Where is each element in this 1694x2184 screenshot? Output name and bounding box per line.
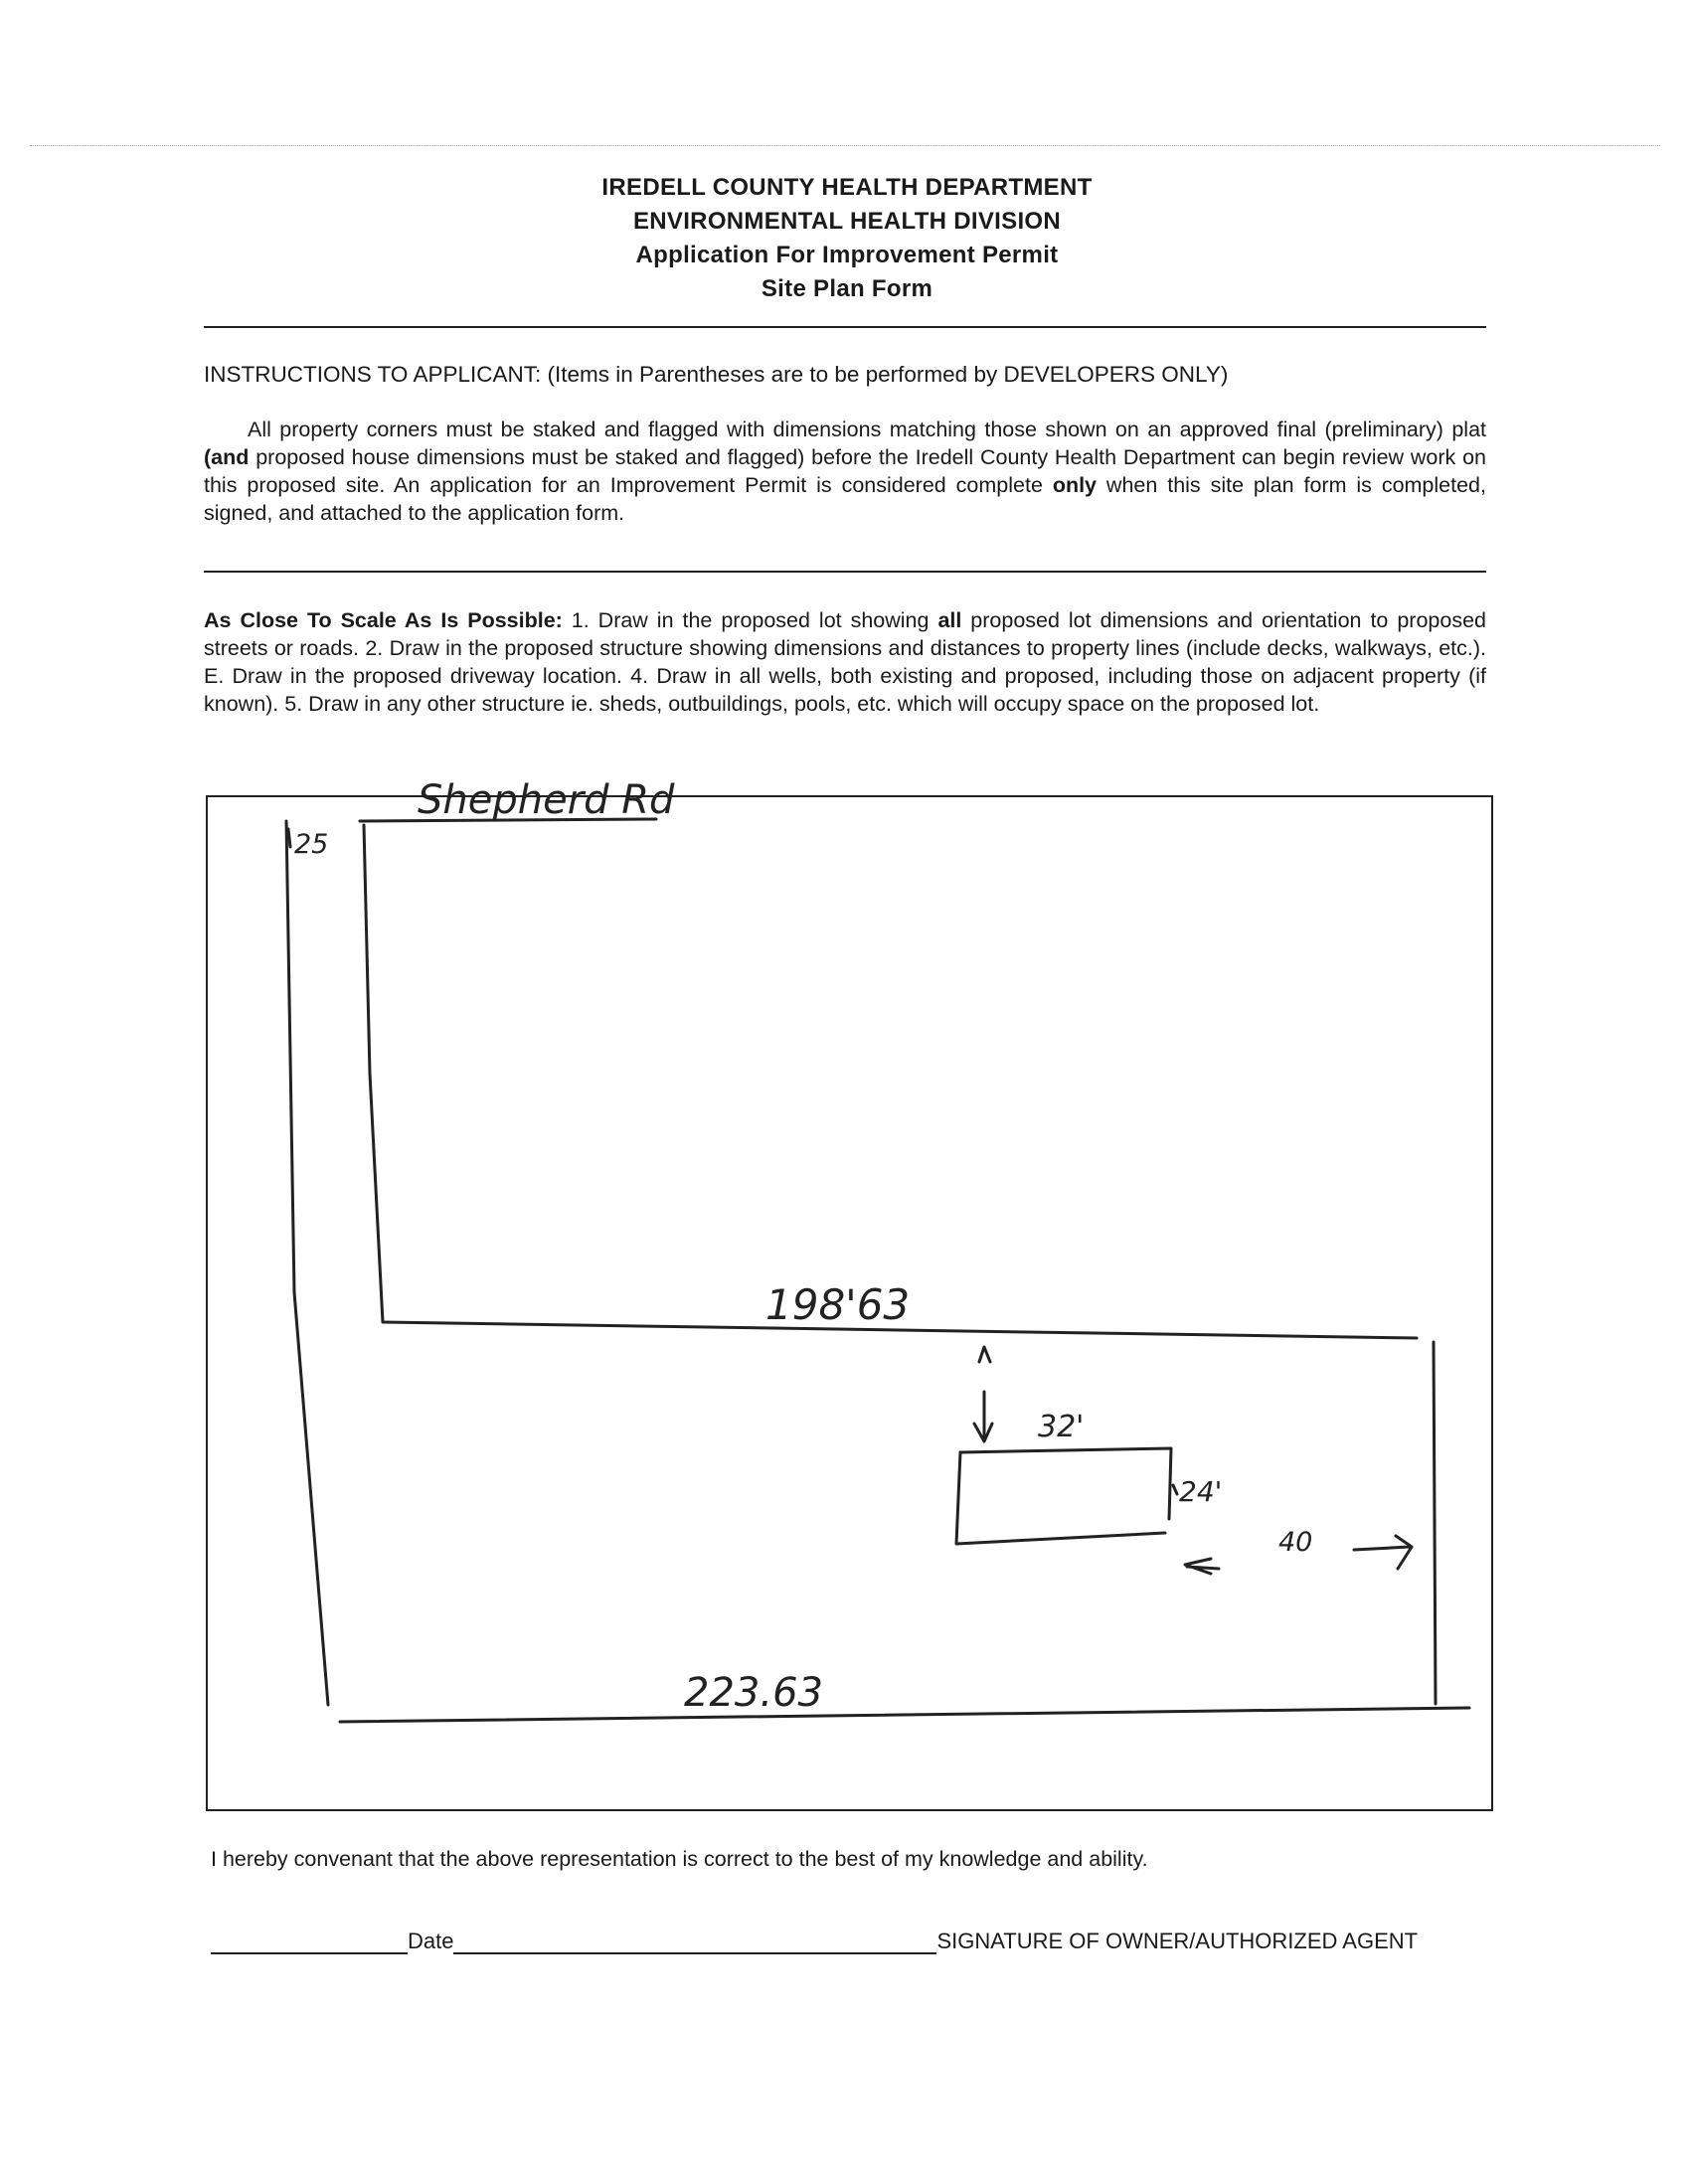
house-width-dimension: 32' — [1038, 1410, 1085, 1444]
frontage-dimension: 25 — [294, 829, 329, 860]
house-depth-dimension: 24' — [1179, 1475, 1223, 1508]
scale-text-2: proposed lot dimensions and orientation to proposed streets or roads. 2. Draw in the proposed structure showing dimensions and distances to property lines (include decks, walkways, etc.). E. Draw in the proposed driveway location. 4. Draw in all wells, both existing and proposed, including those on adjacent property (if known). 5. Draw in any other structure ie. sheds, outbuildings, pools, etc. which will occupy space on the proposed lot. — [204, 608, 1486, 716]
road-name: Shepherd Rd — [418, 777, 675, 823]
instructions-heading: INSTRUCTIONS TO APPLICANT: (Items in Parentheses are to be performed by DEVELOPERS ONLY) — [204, 362, 1229, 387]
instructions-and: (and — [204, 445, 250, 469]
instructions-text-c: when this site plan form is completed, signed, and attached to the application form. — [204, 473, 1486, 525]
header-division: ENVIRONMENTAL HEALTH DIVISION — [632, 208, 1062, 235]
header-department: IREDELL COUNTY HEALTH DEPARTMENT — [601, 174, 1093, 201]
scale-instructions — [204, 606, 1486, 718]
top-lot-dimension: 198'63 — [765, 1280, 911, 1329]
scale-all: all — [937, 608, 962, 632]
instructions-only: only — [1052, 473, 1098, 497]
scan-artifact-line — [30, 145, 1660, 146]
date-field[interactable] — [211, 1929, 408, 1954]
signature-row — [211, 1929, 1418, 1954]
header-form-name: Site Plan Form — [761, 275, 933, 302]
signature-label: SIGNATURE OF OWNER/AUTHORIZED AGENT — [936, 1929, 1419, 1953]
instructions-paragraph — [204, 416, 1486, 527]
header-application: Application For Improvement Permit — [635, 242, 1059, 268]
scale-lead: As Close To Scale As Is Possible: — [204, 608, 563, 632]
site-plan-drawing-area[interactable] — [206, 795, 1493, 1811]
divider-middle — [204, 571, 1486, 573]
side-setback-dimension: 40 — [1278, 1527, 1313, 1558]
date-label: Date — [408, 1929, 454, 1953]
divider-top — [204, 326, 1486, 328]
signature-field[interactable] — [453, 1929, 936, 1954]
covenant-statement: I hereby convenant that the above representation is correct to the best of my knowledge and ability. — [211, 1847, 1148, 1871]
form-header — [0, 171, 1694, 306]
instructions-text-a: All property corners must be staked and flagged with dimensions matching those shown on an approved final (preliminary) plat — [248, 418, 1486, 441]
instructions-text-b: proposed house dimensions must be staked and flagged) before the Iredell County Health Department can begin review work on this proposed site. An application for an Improvement Permit is considered complete — [204, 445, 1486, 497]
scale-text-1: 1. Draw in the proposed lot showing — [562, 608, 938, 632]
bottom-lot-dimension: 223.63 — [684, 1670, 823, 1716]
